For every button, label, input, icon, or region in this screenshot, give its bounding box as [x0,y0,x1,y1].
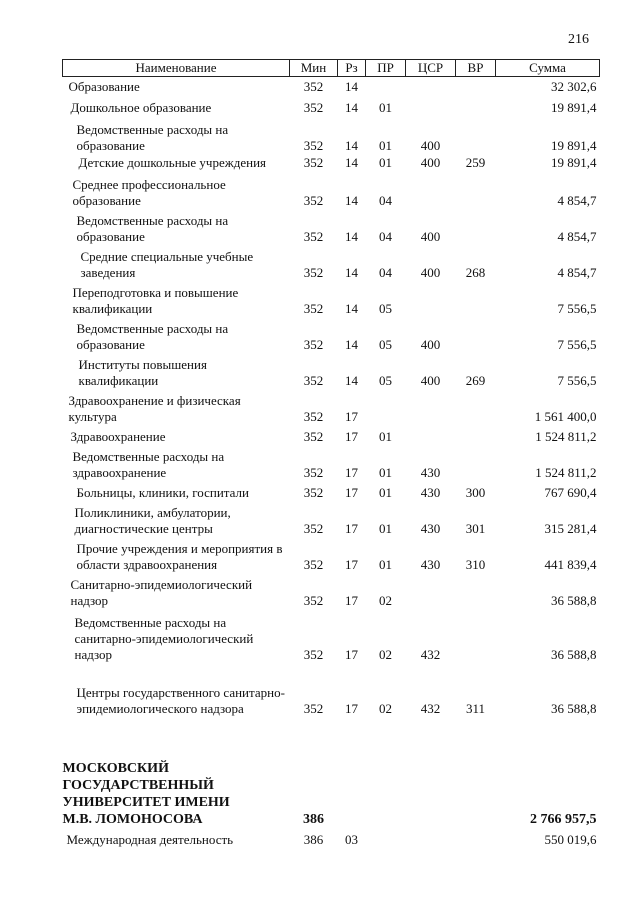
row-vr: 301 [465,520,486,536]
row-csr [406,77,456,95]
row-sum: 36 588,8 [551,700,597,716]
row-name: Санитарно-эпидемиологический надзор [70,576,253,608]
row-min: 352 [303,336,324,352]
row-rz: 17 [345,592,358,608]
row-min: 352 [303,300,324,316]
row-rz: 14 [345,137,358,153]
row-vr [456,609,496,663]
row-name: Прочие учреждения и мероприятия в области здравоохранения [76,540,283,572]
row-sum: 7 556,5 [557,300,597,316]
page-number: 216 [568,32,589,47]
row-name: Ведомственные расходы на образование [76,212,229,244]
row-min: 352 [303,137,324,153]
table-row [63,609,600,663]
table-body [63,77,600,848]
row-name-cell [63,828,290,848]
row-name: Ведомственные расходы на здравоохранение [72,448,225,480]
row-csr: 400 [420,154,441,170]
row-name: Центры государственного санитарно-эпидемиологического надзора [76,684,285,716]
row-pr: 01 [379,99,392,115]
table-row [63,501,600,537]
row-name: Средние специальные учебные заведения [80,248,254,280]
row-vr: 259 [465,154,486,170]
row-csr: 400 [420,137,441,153]
row-csr: 400 [420,372,441,388]
row-csr: 430 [420,556,441,572]
row-name-cell [63,501,290,537]
row-name-cell [63,389,290,425]
header-name: Наименование [63,60,290,77]
row-min: 352 [303,264,324,280]
organization-sum: 2 766 957,5 [530,811,597,827]
row-rz: 17 [345,464,358,480]
row-csr: 430 [420,464,441,480]
row-pr: 04 [379,192,392,208]
row-min: 352 [303,99,324,115]
table-row [63,154,600,171]
row-min: 352 [303,484,324,500]
row-csr: 430 [420,520,441,536]
row-name-cell [63,317,290,353]
row-min: 352 [303,154,324,170]
row-min: 352 [303,192,324,208]
row-name-cell [63,154,290,171]
row-name-cell [63,573,290,609]
row-rz: 17 [345,428,358,444]
row-vr [456,77,496,95]
row-sum: 4 854,7 [557,264,597,280]
table-row [63,77,600,95]
row-name-cell [63,245,290,281]
table-row [63,353,600,389]
row-name-cell [63,609,290,663]
row-csr: 400 [420,228,441,244]
row-min: 352 [303,78,324,94]
row-csr: 430 [420,484,441,500]
row-name: Среднее профессиональное образование [72,176,226,208]
row-csr [406,425,456,445]
row-rz: 17 [345,408,358,424]
section-spacer-cell [63,717,600,760]
table-row [63,537,600,573]
organization-row [63,760,600,828]
row-sum: 19 891,4 [551,154,597,170]
table-row [63,389,600,425]
row-vr: 311 [465,700,486,716]
row-name-cell [63,77,290,95]
row-min: 352 [303,428,324,444]
table-header-row [63,60,600,77]
row-rz: 17 [345,520,358,536]
row-sum: 1 524 811,2 [535,464,597,480]
section-spacer [63,717,600,760]
row-csr [406,828,456,848]
row-pr: 01 [379,137,392,153]
header-min: Мин [290,60,338,77]
row-rz: 17 [345,700,358,716]
row-rz: 17 [345,556,358,572]
row-name: Больницы, клиники, госпитали [76,484,249,500]
row-vr [456,425,496,445]
row-csr [406,95,456,116]
row-sum: 767 690,4 [544,484,597,500]
row-min: 352 [303,228,324,244]
row-vr: 269 [465,372,486,388]
table-row [63,171,600,209]
empty-cell [406,760,456,828]
row-name-cell [63,445,290,481]
row-rz: 14 [345,336,358,352]
row-name-cell [63,537,290,573]
row-vr: 268 [465,264,486,280]
row-pr: 01 [379,464,392,480]
row-pr [366,77,406,95]
row-pr: 01 [379,154,392,170]
row-name-cell [63,209,290,245]
row-name-cell [63,171,290,209]
table-row [63,481,600,501]
row-vr [456,171,496,209]
row-pr: 05 [379,372,392,388]
row-vr: 300 [465,484,486,500]
row-min: 352 [303,520,324,536]
empty-cell [456,760,496,828]
table-row [63,828,600,848]
row-min: 352 [303,408,324,424]
row-sum: 4 854,7 [557,228,597,244]
row-rz: 14 [345,264,358,280]
row-min: 352 [303,464,324,480]
table-row [63,95,600,116]
row-name-cell [63,481,290,501]
row-name-cell [63,95,290,116]
row-min: 352 [303,556,324,572]
table-row [63,663,600,717]
row-sum: 19 891,4 [551,137,597,153]
row-vr [456,95,496,116]
organization-min: 386 [303,811,324,827]
empty-cell [338,760,366,828]
row-rz: 14 [345,78,358,94]
row-csr: 400 [420,336,441,352]
row-name-cell [63,281,290,317]
row-csr [406,171,456,209]
row-pr: 01 [379,520,392,536]
header-csr: ЦСР [406,60,456,77]
row-name-cell [63,663,290,717]
row-sum: 550 019,6 [544,831,597,847]
row-sum: 1 524 811,2 [535,428,597,444]
budget-table [62,59,600,848]
row-pr: 02 [379,700,392,716]
row-pr: 05 [379,300,392,316]
row-min: 352 [303,646,324,662]
row-min: 352 [303,700,324,716]
row-pr: 01 [379,556,392,572]
row-name: Образование [68,78,140,94]
row-pr: 05 [379,336,392,352]
row-name: Здравоохранение [70,428,166,444]
row-rz: 14 [345,228,358,244]
row-sum: 315 281,4 [544,520,597,536]
row-rz: 03 [345,831,358,847]
table-row [63,425,600,445]
row-rz: 14 [345,192,358,208]
row-name: Институты повышения квалификации [78,356,207,388]
row-rz: 14 [345,154,358,170]
row-pr: 02 [379,592,392,608]
row-pr: 01 [379,484,392,500]
row-csr: 432 [420,646,441,662]
table-row [63,317,600,353]
row-vr [456,573,496,609]
row-sum: 441 839,4 [544,556,597,572]
row-vr [456,389,496,425]
row-pr: 01 [379,428,392,444]
row-sum: 7 556,5 [557,372,597,388]
organization-name-cell [63,760,290,828]
row-sum: 4 854,7 [557,192,597,208]
row-rz: 17 [345,484,358,500]
row-pr: 04 [379,228,392,244]
row-vr [456,209,496,245]
row-min: 386 [303,831,324,847]
row-name: Переподготовка и повышение квалификации [72,284,239,316]
header-pr: ПР [366,60,406,77]
table-row [63,209,600,245]
row-vr [456,828,496,848]
row-pr: 02 [379,646,392,662]
row-name: Детские дошкольные учреждения [78,154,267,170]
row-csr: 400 [420,264,441,280]
row-sum: 36 588,8 [551,592,597,608]
row-rz: 17 [345,646,358,662]
header-sum: Сумма [496,60,600,77]
row-sum: 36 588,8 [551,646,597,662]
row-pr [366,389,406,425]
row-pr: 04 [379,264,392,280]
row-rz: 14 [345,99,358,115]
row-name: Дошкольное образование [70,99,212,115]
header-vr: ВР [456,60,496,77]
row-vr [456,116,496,154]
table-row [63,445,600,481]
row-rz: 14 [345,372,358,388]
row-csr: 432 [420,700,441,716]
row-name-cell [63,353,290,389]
table-row [63,245,600,281]
table-row [63,573,600,609]
row-csr [406,281,456,317]
row-name: Ведомственные расходы на образование [76,121,229,153]
header-rz: Рз [338,60,366,77]
row-sum: 7 556,5 [557,336,597,352]
row-name: Международная деятельность [66,831,234,847]
row-min: 352 [303,372,324,388]
row-name: Ведомственные расходы на образование [76,320,229,352]
row-vr [456,445,496,481]
row-vr [456,281,496,317]
row-name-cell [63,116,290,154]
row-name: Ведомственные расходы на санитарно-эпидемиологический надзор [74,614,254,662]
row-vr [456,317,496,353]
row-name: Здравоохранение и физическая культура [68,392,241,424]
row-name: Поликлиники, амбулатории, диагностические центры [74,504,231,536]
row-min: 352 [303,592,324,608]
row-sum: 32 302,6 [551,78,597,94]
table-row [63,116,600,154]
row-name-cell [63,425,290,445]
row-csr [406,389,456,425]
row-sum: 19 891,4 [551,99,597,115]
organization-name: МОСКОВСКИЙ ГОСУДАРСТВЕННЫЙ УНИВЕРСИТЕТ ИМЕНИ М.В. ЛОМОНОСОВА [62,760,230,827]
row-sum: 1 561 400,0 [534,408,597,424]
row-csr [406,573,456,609]
empty-cell [366,760,406,828]
row-vr: 310 [465,556,486,572]
row-rz: 14 [345,300,358,316]
table-row [63,281,600,317]
row-pr [366,828,406,848]
